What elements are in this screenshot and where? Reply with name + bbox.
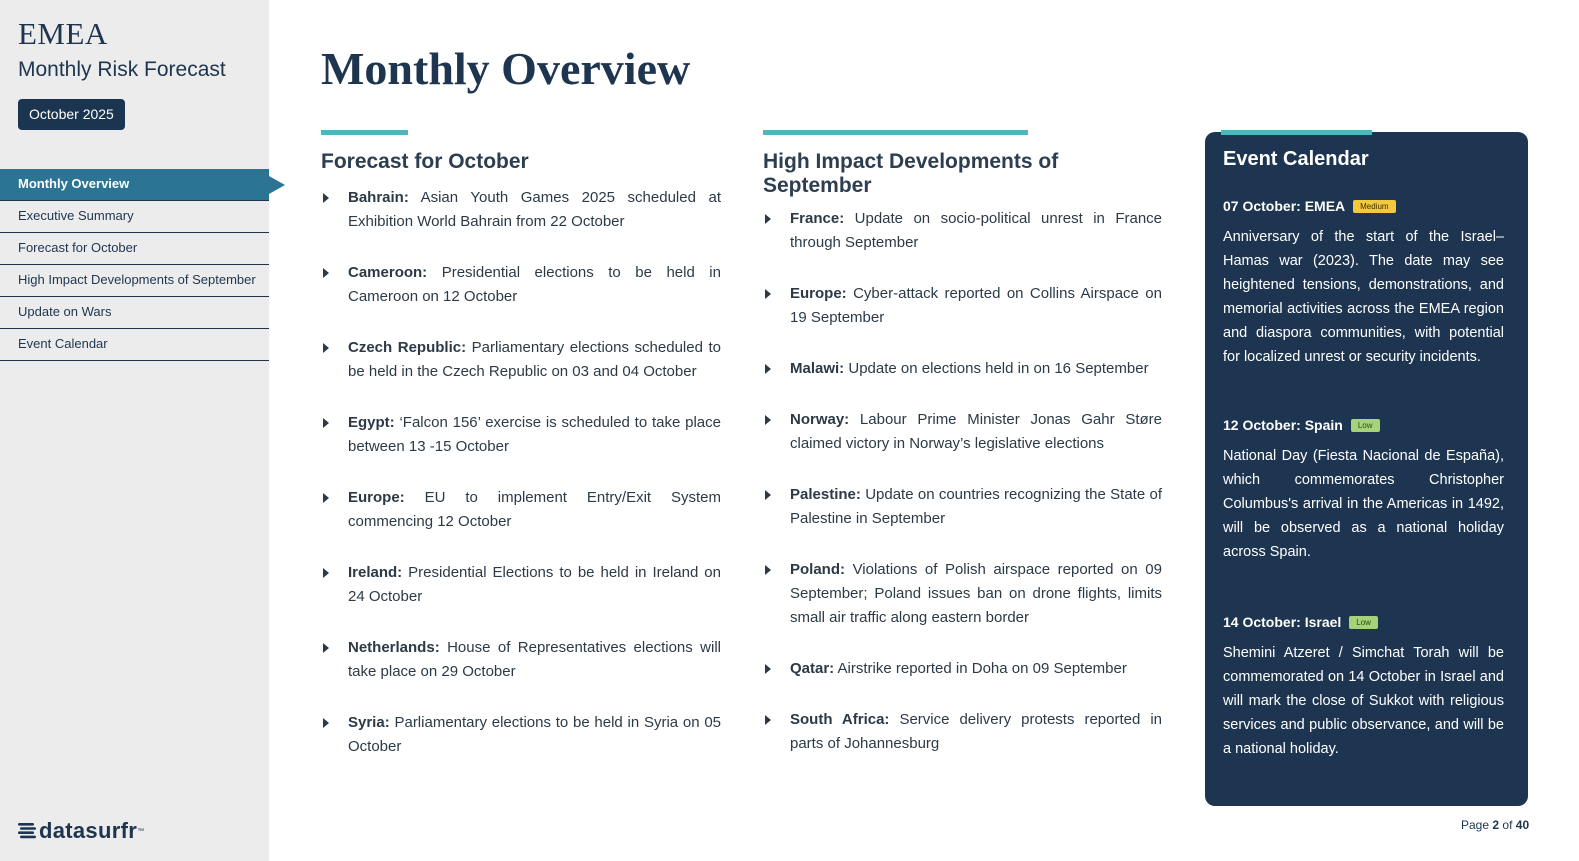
item-country: Norway: (790, 411, 850, 428)
logo-text: datasurfr (39, 818, 138, 843)
datasurfr-logo (18, 818, 144, 844)
item-text: Presidential Elections to be held in Ireland on 24 October (348, 564, 721, 605)
item-text: Violations of Polish airspace reported on 09 September; Poland issues ban on drone flights, limits small air traffic along eastern border (790, 561, 1162, 626)
item-country: Netherlands: (348, 639, 440, 656)
development-item (763, 558, 1162, 630)
event-heading (1223, 614, 1504, 630)
event-date-region: 14 October: Israel (1223, 614, 1342, 630)
development-item (763, 207, 1162, 255)
page-total: 40 (1515, 818, 1530, 832)
item-text: Labour Prime Minister Jonas Gahr Støre claimed victory in Norway’s legislative elections (790, 411, 1162, 452)
forecast-item (321, 186, 721, 234)
item-country: Bahrain: (348, 189, 409, 206)
development-item (763, 408, 1162, 456)
nav-item-update-on-wars[interactable]: Update on Wars (0, 297, 269, 329)
report-subtitle: Monthly Risk Forecast (18, 58, 226, 81)
item-country: South Africa: (790, 711, 890, 728)
item-text: EU to implement Entry/Exit System commencing 12 October (348, 489, 721, 530)
event-calendar-panel (1205, 132, 1528, 806)
forecast-item (321, 261, 721, 309)
event-date-region: 12 October: Spain (1223, 417, 1343, 433)
forecast-item (321, 636, 721, 684)
nav-item-event-calendar[interactable]: Event Calendar (0, 329, 269, 361)
item-text: Update on countries recognizing the State of Palestine in September (790, 486, 1163, 527)
item-country: Europe: (790, 285, 847, 302)
sidebar-nav (0, 169, 269, 361)
item-text: Cyber-attack reported on Collins Airspace on 19 September (790, 285, 1162, 326)
forecast-item (321, 561, 721, 609)
item-text: House of Representatives elections will take place on 29 October (348, 639, 721, 680)
nav-item-executive-summary[interactable]: Executive Summary (0, 201, 269, 233)
development-item (763, 483, 1162, 531)
item-text: Update on socio-political unrest in France through September (790, 210, 1162, 251)
calendar-event (1223, 198, 1504, 369)
event-heading (1223, 417, 1504, 433)
date-badge: October 2025 (18, 99, 125, 130)
item-text: Update on elections held in on 16 September (848, 360, 1149, 377)
item-text: Service delivery protests reported in parts of Johannesburg (790, 711, 1162, 752)
item-text: Asian Youth Games 2025 scheduled at Exhibition World Bahrain from 22 October (348, 189, 722, 230)
risk-badge: Low (1349, 616, 1378, 629)
forecast-item (321, 711, 721, 759)
logo-trademark: ™ (137, 827, 145, 835)
nav-item-forecast-october[interactable]: Forecast for October (0, 233, 269, 265)
risk-badge: Low (1351, 419, 1380, 432)
calendar-event (1223, 614, 1504, 761)
forecast-title: Forecast for October (321, 150, 529, 173)
item-country: Egypt: (348, 414, 395, 431)
region-title: EMEA (18, 16, 108, 51)
event-date-region: 07 October: EMEA (1223, 198, 1346, 214)
item-country: Qatar: (790, 660, 835, 677)
item-country: Palestine: (790, 486, 861, 503)
datasurfr-logo-icon (18, 822, 36, 840)
event-description: National Day (Fiesta Nacional de España), which commemorates Christopher Columbus's arrival in the Americas in 1492, will be observed as a national holiday across Spain. (1223, 448, 1504, 560)
item-text: Presidential elections to be held in Cameroon on 12 October (348, 264, 721, 305)
sidebar (0, 0, 269, 861)
item-country: Czech Republic: (348, 339, 467, 356)
page-number (1461, 818, 1529, 832)
page-current: 2 (1492, 818, 1500, 832)
development-item (763, 708, 1162, 756)
development-item (763, 282, 1162, 330)
event-calendar-title: Event Calendar (1223, 148, 1369, 170)
item-country: Cameroon: (348, 264, 428, 281)
developments-title: High Impact Developments of September (763, 150, 1059, 197)
item-text: Airstrike reported in Doha on 09 September (837, 660, 1127, 677)
forecast-section (321, 130, 721, 786)
page-title: Monthly Overview (321, 43, 691, 94)
forecast-list (321, 186, 721, 759)
item-country: France: (790, 210, 845, 227)
forecast-item (321, 336, 721, 384)
event-heading (1223, 198, 1504, 214)
item-country: Europe: (348, 489, 405, 506)
event-description: Shemini Atzeret / Simchat Torah will be commemorated on 14 October in Israel and will mark the close of Sukkot with religious services and public observance, and will be a national holiday. (1223, 645, 1504, 757)
event-description: Anniversary of the start of the Israel–Hamas war (2023). The date may see heightened tensions, demonstrations, and memorial activities across the EMEA region and diaspora communities, with potential for localized unrest or security incidents. (1223, 229, 1504, 365)
development-item (763, 357, 1162, 381)
developments-section (763, 130, 1162, 783)
item-country: Syria: (348, 714, 390, 731)
item-country: Malawi: (790, 360, 845, 377)
calendar-event (1223, 417, 1504, 564)
item-country: Poland: (790, 561, 845, 578)
calendar-accent-bar (1221, 130, 1372, 135)
item-text: ‘Falcon 156’ exercise is scheduled to take place between 13 -15 October (348, 414, 721, 455)
development-item (763, 657, 1162, 681)
section-accent-bar (321, 130, 408, 135)
item-text: Parliamentary elections to be held in Syria on 05 October (348, 714, 721, 755)
developments-list (763, 207, 1162, 756)
nav-item-high-impact-developments[interactable]: High Impact Developments of September (0, 265, 269, 297)
item-text: Parliamentary elections scheduled to be held in the Czech Republic on 03 and 04 October (348, 339, 722, 380)
forecast-item (321, 411, 721, 459)
item-country: Ireland: (348, 564, 403, 581)
nav-item-monthly-overview[interactable]: Monthly Overview (0, 169, 269, 201)
forecast-item (321, 486, 721, 534)
risk-badge: Medium (1353, 200, 1395, 213)
page-of: of (1502, 818, 1513, 832)
section-accent-bar (763, 130, 1028, 135)
page-prefix: Page (1461, 818, 1490, 832)
